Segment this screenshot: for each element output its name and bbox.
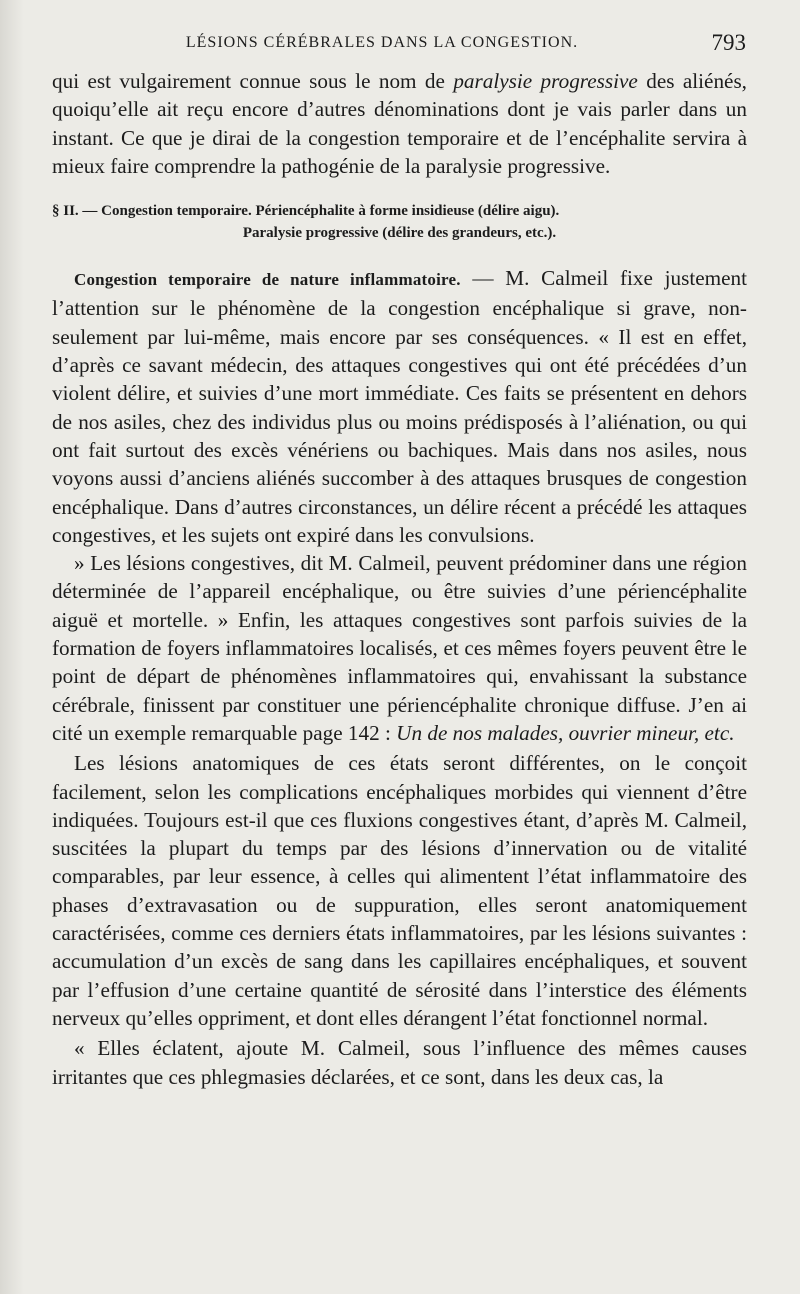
page-gutter-shadow (0, 0, 24, 1294)
paragraph-lesions-congestives (52, 549, 747, 747)
text-run: qui est vulgairement connue sous le nom de (52, 69, 454, 93)
text-run: — M. Calmeil fixe justement l’attention sur le phénomène de la congestion encéphalique si grave, non-seulement par lui-même, mais encore par ses conséquences. « Il est en effet, d’après ce savant médecin, des attaques congestives qui ont été précédées d’un violent délire, et suivies d’une mort immédiate. Ces faits se présentent en dehors de nos asiles, chez des individus plus ou moins prédisposés à l’aliénation, ou qui ont fait surtout des excès vénériens ou bachiques. Mais dans nos asiles, nous voyons aussi d’anciens aliénés succomber à des attaques brusques de congestion encéphalique. Dans d’autres circonstances, un délire récent a précédé les attaques congestives, et les sujets ont expiré dans les convulsions. (52, 266, 747, 547)
paragraph-lead-title: Congestion temporaire de nature inflammatoire. (74, 270, 461, 290)
section-heading-line-2: Paralysie progressive (délire des grandeurs, etc.). (242, 225, 557, 242)
paragraph-lesions-anatomiques: Les lésions anatomiques de ces états seront différentes, on le conçoit facilement, selon les complications encéphaliques morbides qui viennent d’être indiquées. Toujours est-il que ces fluxions congestives étant, d’après M. Calmeil, suscitées la plupart du temps par des lésions d’innervation ou de vitalité comparables, par leur essence, à celles qui alimentent l’état inflammatoire des phases d’extravasation ou de suppuration, elles seront anatomiquement caractérisées, comme ces derniers états inflammatoires, par les lésions suivantes : accumulation d’un excès de sang dans les capillaires encéphaliques, et souvent par l’effusion d’une certaine quantité de sérosité dans l’interstice des éléments nerveux qu’elles oppriment, et dont elles dérangent l’état fonctionnel normal. (52, 751, 747, 1030)
italic-citation: Un de nos malades, ouvrier mineur, etc. (396, 720, 735, 745)
paragraph-elles-eclatent: « Elles éclatent, ajoute M. Calmeil, sous l’influence des mêmes causes irritantes que ces phlegmasies déclarées, et ce sont, dans les deux cas, la (52, 1036, 747, 1089)
section-heading (52, 200, 747, 244)
paragraph-congestion (52, 264, 747, 549)
section-heading-line-1: § II. — Congestion temporaire. Périencéphalite à forme insidieuse (délire aigu). (52, 203, 560, 220)
paragraph-intro (52, 67, 747, 180)
body-text (52, 67, 747, 1091)
page-number: 793 (711, 30, 746, 55)
text-run: » Les lésions congestives, dit M. Calmeil, peuvent prédominer dans une région déterminée de l’appareil encéphalique, ou être suivies d’une périencéphalite aiguë et mortelle. » Enfin, les attaques congestives sont parfois suivies de la formation de foyers inflammatoires localisés, et ces mêmes foyers peuvent être le point de départ de phénomènes inflammatoires qui, envahissant la substance cérébrale, finissent par constituer une périencéphalite chronique diffuse. J’en ai cité un exemple remarquable page 142 : (52, 551, 747, 745)
text-run: des aliénés, quoiqu’elle ait reçu encore d’autres dénominations dont je vais parler dans un instant. Ce que je dirai de la congestion temporaire et de l’encéphalite servira à mieux faire comprendre la pathogénie de la paralysie progressive. (52, 69, 747, 178)
running-head: LÉSIONS CÉRÉBRALES DANS LA CONGESTION. (185, 34, 579, 51)
italic-term: paralysie progressive (453, 69, 638, 93)
page-header (0, 30, 800, 60)
